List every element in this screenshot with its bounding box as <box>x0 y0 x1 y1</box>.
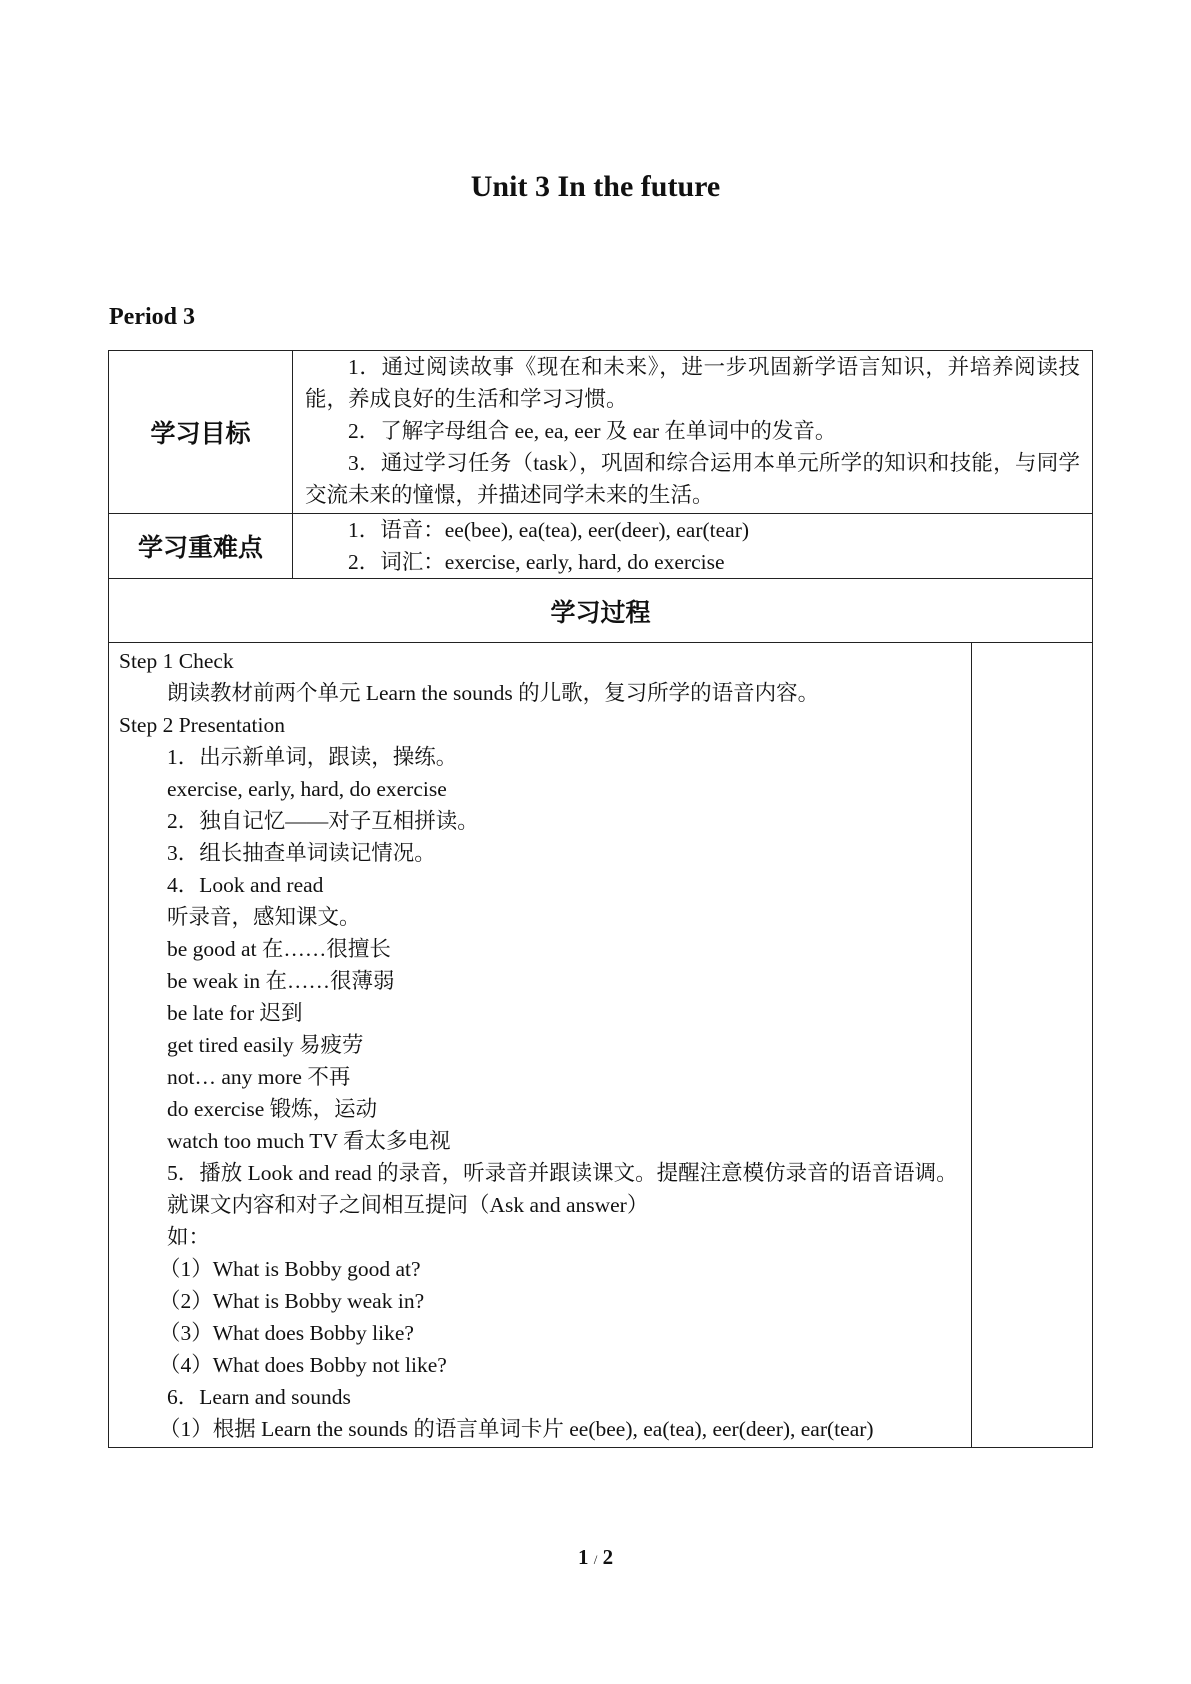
process-line: 听录音，感知课文。 <box>167 905 361 929</box>
process-content <box>109 643 972 1448</box>
process-line: （1）根据 Learn the sounds 的语言单词卡片 ee(bee), ea(tea), eer(deer), ear(tear) <box>159 1417 874 1441</box>
process-line: 2．独自记忆——对子互相拼读。 <box>167 809 479 833</box>
vocab-line: do exercise 锻炼，运动 <box>167 1097 378 1121</box>
key-point-item: 1．语音：ee(bee), ea(tea), eer(deer), ear(tear) <box>348 518 750 542</box>
process-line: 就课文内容和对子之间相互提问（Ask and answer） <box>167 1193 649 1217</box>
period-heading: Period 3 <box>109 304 195 330</box>
step-heading: Step 2 Presentation <box>119 713 286 737</box>
question-line: （1）What is Bobby good at? <box>159 1257 421 1281</box>
page-number <box>0 1545 1191 1570</box>
vocab-line: not… any more 不再 <box>167 1065 351 1089</box>
key-points-content <box>293 514 1093 579</box>
process-line: 4．Look and read <box>167 873 324 897</box>
vocab-line: be late for 迟到 <box>167 1001 303 1025</box>
objective-item: 1．通过阅读故事《现在和未来》，进一步巩固新学语言知识，并培养阅读技能，养成良好的生活和学习习惯。 <box>305 355 1081 411</box>
vocab-line: be good at 在……很擅长 <box>167 937 391 961</box>
process-line: 1．出示新单词，跟读，操练。 <box>167 745 458 769</box>
question-line: （3）What does Bobby like? <box>159 1321 414 1345</box>
process-row <box>109 643 1093 1448</box>
process-heading: 学习过程 <box>109 579 1093 643</box>
key-point-item: 2．词汇：exercise, early, hard, do exercise <box>348 550 725 574</box>
key-points-label: 学习重难点 <box>109 514 293 579</box>
process-line: 朗读教材前两个单元 Learn the sounds 的儿歌，复习所学的语音内容。 <box>167 681 820 705</box>
question-line: （4）What does Bobby not like? <box>159 1353 447 1377</box>
objectives-content <box>293 351 1093 514</box>
lesson-plan-table <box>108 350 1093 1448</box>
vocab-line: be weak in 在……很薄弱 <box>167 969 395 993</box>
step-heading: Step 1 Check <box>119 649 234 673</box>
question-line: （2）What is Bobby weak in? <box>159 1289 425 1313</box>
process-line: 3．组长抽查单词读记情况。 <box>167 841 436 865</box>
key-points-row <box>109 514 1093 579</box>
page-total: 2 <box>602 1545 614 1569</box>
process-line: 如： <box>167 1225 211 1249</box>
objectives-row <box>109 351 1093 514</box>
vocab-line: watch too much TV 看太多电视 <box>167 1129 451 1153</box>
vocab-line: get tired easily 易疲劳 <box>167 1033 364 1057</box>
document-title: Unit 3 In the future <box>470 170 721 203</box>
objective-item: 2．了解字母组合 ee, ea, eer 及 ear 在单词中的发音。 <box>348 419 837 443</box>
page-current: 1 <box>577 1545 589 1569</box>
objective-item: 3．通过学习任务（task），巩固和综合运用本单元所学的知识和技能，与同学交流未来的憧憬，并描述同学未来的生活。 <box>305 451 1081 507</box>
process-line: 5．播放 Look and read 的录音，听录音并跟读课文。提醒注意模仿录音的语音语调。 <box>167 1161 958 1185</box>
page-separator: / <box>593 1552 598 1567</box>
notes-column <box>972 643 1093 1448</box>
objectives-label: 学习目标 <box>109 351 293 514</box>
process-line: 6．Learn and sounds <box>167 1385 351 1409</box>
process-line: exercise, early, hard, do exercise <box>167 777 447 801</box>
process-heading-row <box>109 579 1093 643</box>
